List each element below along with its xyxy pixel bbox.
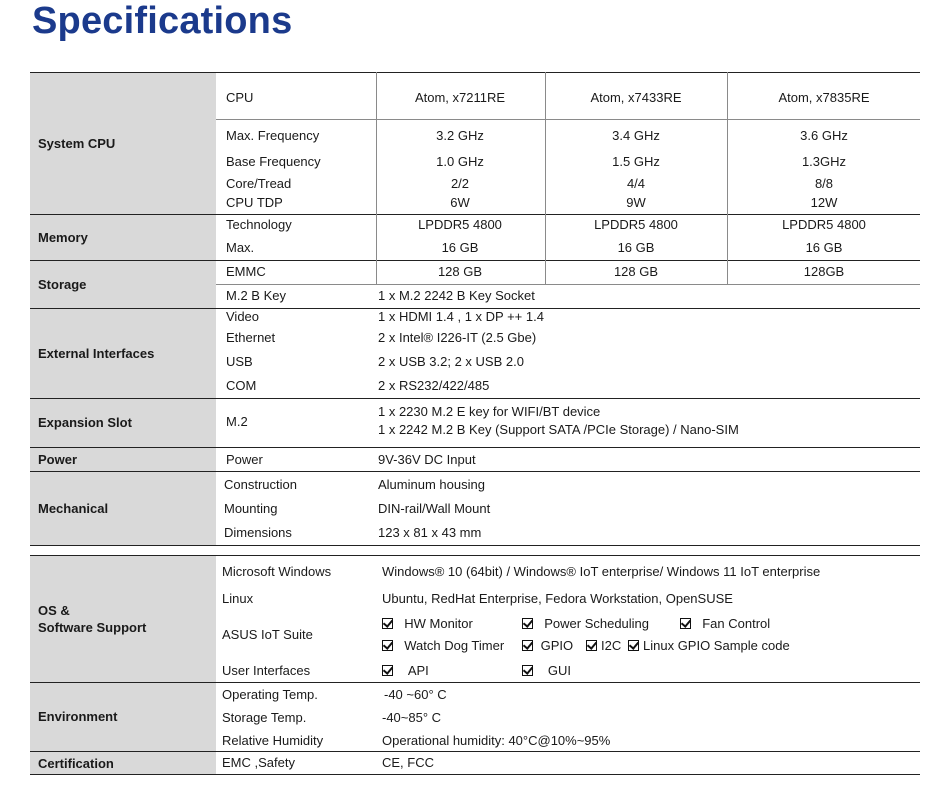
value-max-frequency-3: 3.6 GHz: [800, 128, 848, 143]
value-mounting: DIN-rail/Wall Mount: [378, 501, 491, 516]
label-usb: USB: [226, 354, 253, 369]
value-m2-line1: 1 x 2230 M.2 E key for WIFI/BT device: [378, 404, 601, 419]
value-usb: 2 x USB 3.2; 2 x USB 2.0: [378, 354, 524, 369]
ui-item-gui: GUI: [522, 663, 571, 678]
value-m2-b-key: 1 x M.2 2242 B Key Socket: [378, 288, 535, 303]
table-rule: [30, 447, 920, 448]
spec-table-hardware: [30, 72, 920, 546]
column-line: [376, 72, 377, 284]
value-memory-max-3: 16 GB: [805, 240, 843, 255]
divider: [216, 284, 920, 285]
category-os-line1: OS &: [38, 602, 70, 618]
section-certification: [30, 751, 920, 775]
label-linux: Linux: [222, 591, 254, 606]
label-cpu-tdp: CPU TDP: [226, 195, 283, 210]
category-mechanical: Mechanical: [30, 471, 216, 546]
label-construction: Construction: [224, 477, 297, 492]
section-os-software: [30, 555, 920, 682]
label-relative-humidity: Relative Humidity: [222, 733, 324, 748]
value-com: 2 x RS232/422/485: [378, 378, 490, 393]
value-linux: Ubuntu, RedHat Enterprise, Fedora Workstation, OpenSUSE: [382, 591, 733, 606]
value-memory-max-2: 16 GB: [617, 240, 655, 255]
table-rule: [30, 682, 920, 683]
value-emmc-3: 128GB: [803, 264, 845, 279]
checkbox-checked-icon: [680, 618, 691, 629]
value-power: 9V-36V DC Input: [378, 452, 476, 467]
label-memory-max: Max.: [226, 240, 255, 255]
value-core-tread-2: 4/4: [626, 176, 646, 191]
label-emc-safety: EMC ,Safety: [222, 755, 295, 770]
label-storage-temp: Storage Temp.: [222, 710, 307, 725]
table-rule: [30, 72, 920, 73]
label-power: Power: [226, 452, 263, 467]
category-expansion-slot: Expansion Slot: [30, 398, 216, 447]
label-operating-temp: Operating Temp.: [222, 687, 318, 702]
label-m2: M.2: [226, 414, 248, 429]
category-os-software: [30, 555, 216, 682]
label-video: Video: [226, 309, 260, 324]
section-external-interfaces: [30, 308, 920, 398]
table-rule: [30, 214, 920, 215]
label-user-interfaces: User Interfaces: [222, 663, 311, 678]
checkbox-checked-icon: [586, 640, 597, 651]
category-certification: Certification: [30, 751, 216, 775]
column-line: [727, 72, 728, 284]
label-cpu: CPU: [226, 90, 254, 105]
value-ethernet: 2 x Intel® I226-IT (2.5 Gbe): [378, 330, 537, 345]
checkbox-checked-icon: [522, 665, 533, 676]
table-rule: [30, 545, 920, 546]
category-memory: Memory: [30, 214, 216, 260]
spec-table-software: [30, 555, 920, 776]
value-core-tread-1: 2/2: [450, 176, 470, 191]
category-system-cpu: System CPU: [30, 72, 216, 214]
value-cpu-2: Atom, x7433RE: [590, 90, 682, 105]
table-rule: [30, 774, 920, 775]
page-title: Specifications: [32, 0, 293, 42]
value-technology-3: LPDDR5 4800: [782, 217, 866, 232]
value-core-tread-3: 8/8: [814, 176, 834, 191]
suite-item-fan-control: Fan Control: [680, 616, 770, 631]
value-storage-temp: -40~85° C: [382, 710, 442, 725]
section-storage: [30, 260, 920, 308]
table-rule: [30, 308, 920, 309]
value-max-frequency-1: 3.2 GHz: [436, 128, 484, 143]
value-technology-2: LPDDR5 4800: [594, 217, 678, 232]
value-cpu-tdp-1: 6W: [450, 195, 470, 210]
label-microsoft-windows: Microsoft Windows: [222, 564, 332, 579]
value-base-frequency-1: 1.0 GHz: [436, 154, 484, 169]
value-technology-1: LPDDR5 4800: [418, 217, 502, 232]
checkbox-checked-icon: [628, 640, 639, 651]
checkbox-checked-icon: [382, 618, 393, 629]
value-emmc-1: 128 GB: [437, 264, 483, 279]
value-relative-humidity: Operational humidity: 40°C@10%~95%: [382, 733, 611, 748]
value-certification: CE, FCC: [382, 755, 434, 770]
table-rule: [30, 398, 920, 399]
category-power: Power: [30, 447, 216, 471]
value-cpu-3: Atom, x7835RE: [778, 90, 870, 105]
value-cpu-tdp-2: 9W: [626, 195, 646, 210]
value-emmc-2: 128 GB: [613, 264, 659, 279]
category-os-line2: Software Support: [38, 619, 147, 635]
value-memory-max-1: 16 GB: [441, 240, 479, 255]
value-max-frequency-2: 3.4 GHz: [612, 128, 660, 143]
label-core-tread: Core/Tread: [226, 176, 292, 191]
checkbox-checked-icon: [382, 640, 393, 651]
value-cpu-tdp-3: 12W: [810, 195, 838, 210]
checkbox-checked-icon: [382, 665, 393, 676]
table-rule: [30, 555, 920, 556]
checkbox-checked-icon: [522, 640, 533, 651]
label-asus-iot-suite: ASUS IoT Suite: [222, 627, 313, 642]
label-com: COM: [226, 378, 257, 393]
value-base-frequency-2: 1.5 GHz: [612, 154, 660, 169]
label-max-frequency: Max. Frequency: [226, 128, 320, 143]
suite-item-linux-gpio: Linux GPIO Sample code: [628, 638, 790, 653]
suite-item-i2c: I2C: [586, 638, 621, 653]
ui-item-api: API: [382, 663, 429, 678]
section-environment: [30, 682, 920, 751]
table-rule: [30, 260, 920, 261]
category-storage: Storage: [30, 260, 216, 308]
label-dimensions: Dimensions: [224, 525, 292, 540]
value-m2-line2: 1 x 2242 M.2 B Key (Support SATA /PCIe Storage) / Nano-SIM: [378, 422, 739, 437]
label-ethernet: Ethernet: [226, 330, 276, 345]
suite-item-gpio: GPIO: [522, 638, 573, 653]
section-mechanical: [30, 471, 920, 546]
table-rule: [30, 471, 920, 472]
column-line: [545, 72, 546, 284]
checkbox-checked-icon: [522, 618, 533, 629]
section-expansion-slot: [30, 398, 920, 447]
label-base-frequency: Base Frequency: [226, 154, 321, 169]
section-power: [30, 447, 920, 471]
divider: [216, 119, 920, 120]
value-cpu-1: Atom, x7211RE: [414, 90, 506, 105]
label-technology: Technology: [226, 217, 292, 232]
section-system-cpu: [30, 72, 920, 214]
category-external-interfaces: External Interfaces: [30, 308, 216, 398]
suite-item-watch-dog-timer: Watch Dog Timer: [382, 638, 504, 653]
label-mounting: Mounting: [224, 501, 278, 516]
value-video: 1 x HDMI 1.4 , 1 x DP ++ 1.4: [378, 309, 544, 324]
category-environment: Environment: [30, 682, 216, 751]
suite-item-hw-monitor: HW Monitor: [382, 616, 473, 631]
section-memory: [30, 214, 920, 260]
value-dimensions: 123 x 81 x 43 mm: [378, 525, 482, 540]
value-operating-temp: -40 ~60° C: [384, 687, 447, 702]
label-m2-b-key: M.2 B Key: [226, 288, 286, 303]
value-base-frequency-3: 1.3GHz: [801, 154, 847, 169]
label-emmc: EMMC: [226, 264, 266, 279]
value-construction: Aluminum housing: [378, 477, 485, 492]
table-rule: [30, 751, 920, 752]
value-microsoft-windows: Windows® 10 (64bit) / Windows® IoT enterprise/ Windows 11 IoT enterprise: [382, 564, 821, 579]
suite-item-power-scheduling: Power Scheduling: [522, 616, 649, 631]
